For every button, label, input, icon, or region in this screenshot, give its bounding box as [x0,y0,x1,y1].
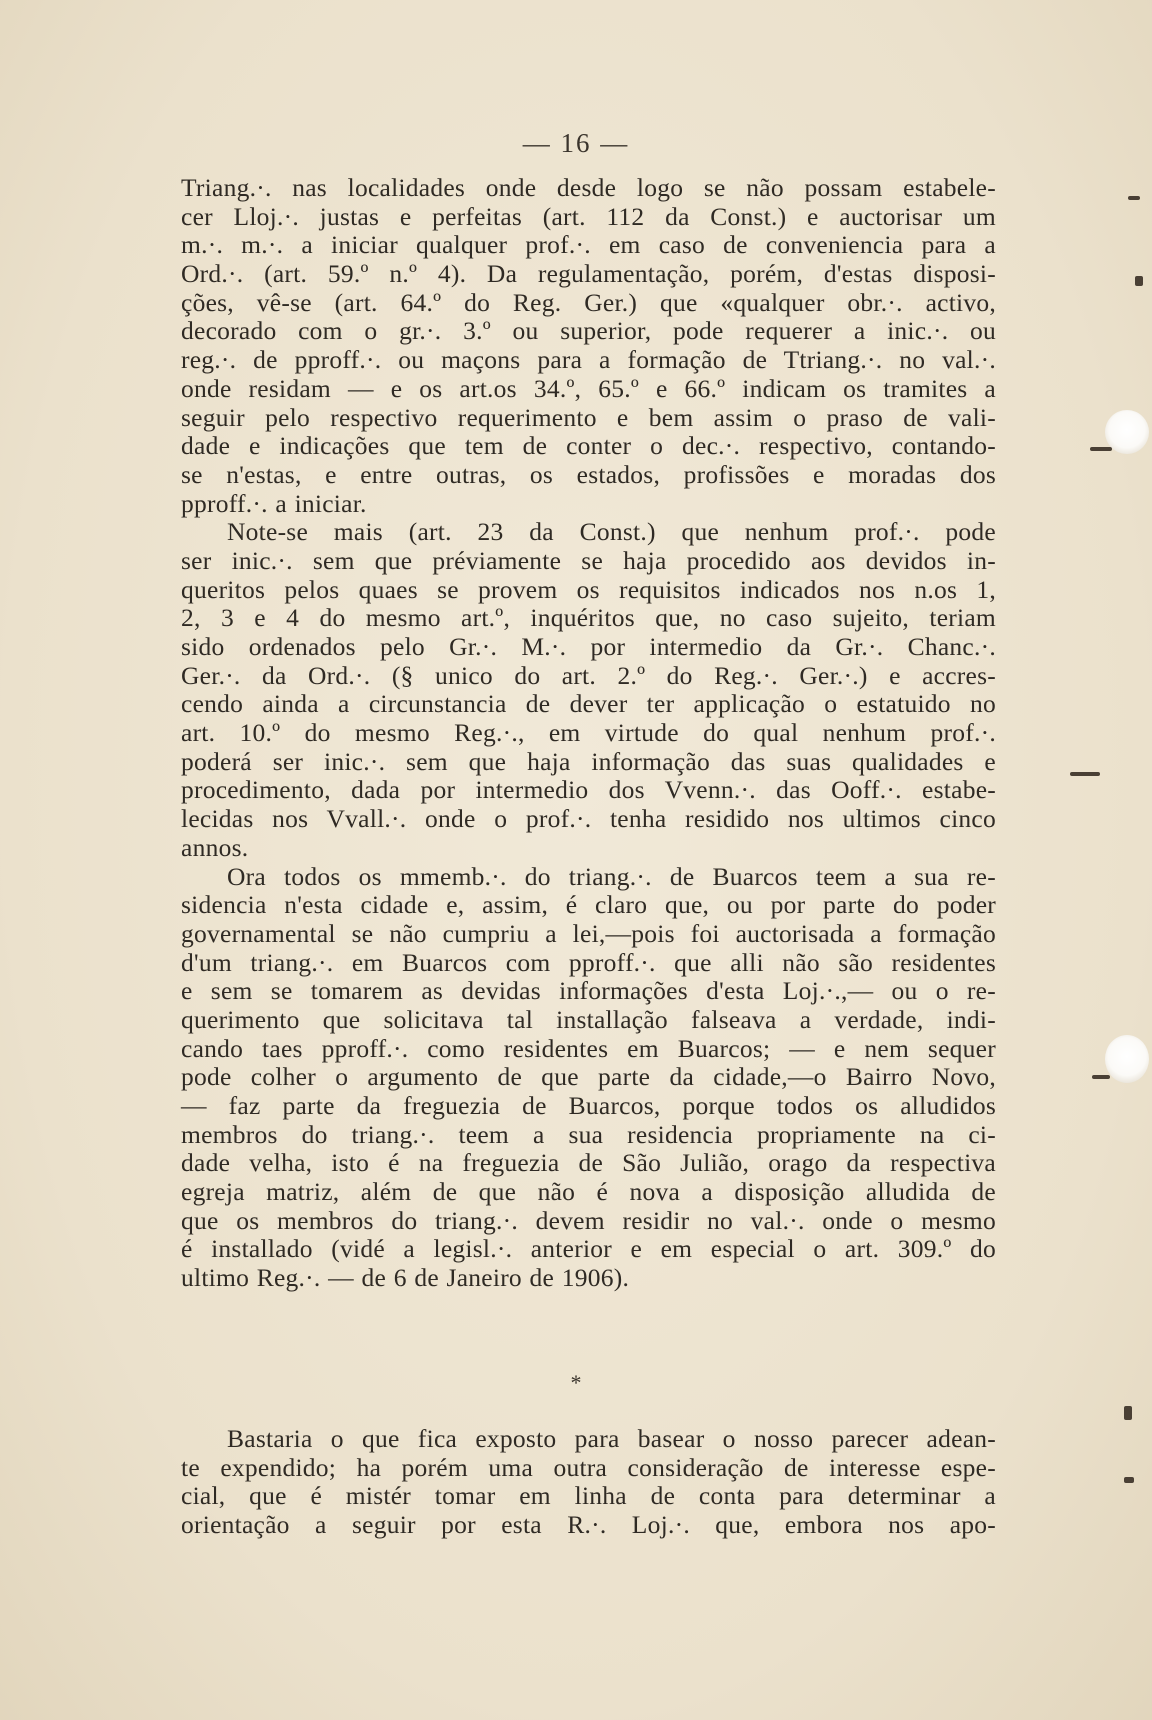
text-line: membros do triang.·. teem a sua residencia propriamente na ci- [181,1119,996,1149]
body-text-block-2 [181,1425,996,1540]
text-line: cial, que é mistér tomar em linha de conta para determinar a [181,1481,996,1511]
text-line: poderá ser inic.·. sem que haja informação das suas qualidades e [181,746,996,776]
text-line: sidencia n'esta cidade e, assim, é claro que, ou por parte do poder [181,890,996,920]
text-line: d'um triang.·. em Buarcos com pproff.·. que alli não são residentes [181,947,996,977]
text-line: cando taes pproff.·. como residentes em Buarcos; — e nem sequer [181,1033,996,1063]
text-line: dade velha, isto é na freguezia de São Julião, orago da respectiva [181,1148,996,1178]
text-line: que os membros do triang.·. devem residir no val.·. onde o mesmo [181,1205,996,1235]
text-line: Ora todos os mmemb.·. do triang.·. de Buarcos teem a sua re- [227,861,996,891]
text-line: Note-se mais (art. 23 da Const.) que nenhum prof.·. pode [227,517,996,547]
text-line: te expendido; ha porém uma outra consideração de interesse espe- [181,1452,996,1482]
text-line: é installado (vidé a legisl.·. anterior e em especial o art. 309.º do [181,1234,996,1264]
text-line: pode colher o argumento de que parte da cidade,—o Bairro Novo, [181,1062,996,1092]
text-line: cendo ainda a circunstancia de dever ter applicação o estatuido no [181,689,996,719]
text-line: 2, 3 e 4 do mesmo art.º, inquéritos que, no caso sujeito, teriam [181,603,996,633]
text-line: orientação a seguir por esta R.·. Loj.·. que, embora nos apo- [181,1510,996,1540]
paper-damage-mark [1135,276,1143,286]
text-line: se n'estas, e entre outras, os estados, profissões e moradas dos [181,459,996,489]
text-line: — faz parte da freguezia de Buarcos, porque todos os alludidos [181,1091,996,1120]
text-line: reg.·. de pproff.·. ou maçons para a formação de Ttriang.·. no val.·. [181,345,996,375]
text-line: Bastaria o que fica exposto para basear o nosso parecer adean- [227,1424,996,1453]
text-line: decorado com o gr.·. 3.º ou superior, pode requerer a inic.·. ou [181,316,996,346]
text-line: querimento que solicitava tal installação falseava a verdade, indi- [181,1004,996,1034]
text-line: ultimo Reg.·. — de 6 de Janeiro de 1906). [181,1263,630,1293]
section-separator: * [570,1370,582,1395]
paper-damage-mark [1124,1477,1134,1483]
text-line: Ord.·. (art. 59.º n.º 4). Da regulamentação, porém, d'estas disposi- [181,259,996,289]
text-line: sido ordenados pelo Gr.·. M.·. por intermedio da Gr.·. Chanc.·. [181,632,996,661]
paper-damage-mark [1124,1406,1132,1420]
text-line: procedimento, dada por intermedio dos Vvenn.·. das Ooff.·. estabe- [181,775,996,805]
paper-damage-mark [1090,447,1112,451]
text-line: annos. [181,832,249,862]
text-line: seguir pelo respectivo requerimento e bem assim o praso de vali- [181,402,996,432]
text-line: m.·. m.·. a iniciar qualquer prof.·. em caso de conveniencia para a [181,230,996,260]
text-line: pproff.·. a iniciar. [181,488,367,518]
text-line: queritos pelos quaes se provem os requisitos indicados nos n.os 1, [181,574,996,604]
text-line: governamental se não cumpriu a lei,—pois foi auctorisada a formação [181,918,996,948]
page-number: — 16 — [522,128,630,158]
text-line: e sem se tomarem as devidas informações d'esta Loj.·.,— ou o re- [181,976,996,1006]
text-line: egreja matriz, além de que não é nova a disposição alludida de [181,1177,996,1207]
body-text-block-1 [181,174,996,1293]
text-line: ser inic.·. sem que préviamente se haja procedido aos devidos in- [181,545,996,575]
text-line: Triang.·. nas localidades onde desde logo se não possam estabele- [181,173,996,202]
text-line: ções, vê-se (art. 64.º do Reg. Ger.) que «qualquer obr.·. activo, [181,287,996,317]
paper-damage-mark [1105,1035,1149,1083]
text-line: onde residam — e os art.os 34.º, 65.º e 66.º indicam os tramites a [181,373,996,403]
paper-damage-mark [1128,196,1140,200]
paper-damage-mark [1092,1075,1110,1079]
text-line: cer Lloj.·. justas e perfeitas (art. 112 da Const.) e auctorisar um [181,201,996,231]
text-line: lecidas nos Vvall.·. onde o prof.·. tenha residido nos ultimos cinco [181,804,996,834]
paper-damage-mark [1070,772,1100,776]
text-line: art. 10.º do mesmo Reg.·., em virtude do qual nenhum prof.·. [181,718,996,748]
text-line: Ger.·. da Ord.·. (§ unico do art. 2.º do Reg.·. Ger.·.) e accres- [181,660,996,690]
text-line: dade e indicações que tem de conter o dec.·. respectivo, contando- [181,431,996,461]
